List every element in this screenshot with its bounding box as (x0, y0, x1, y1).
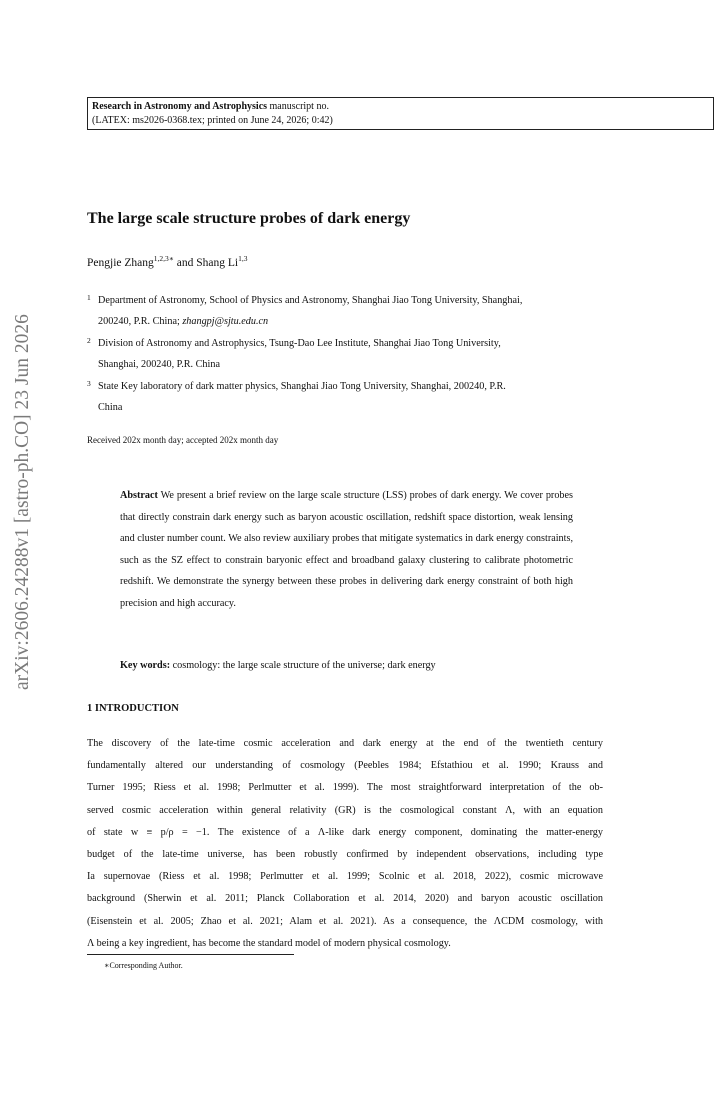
affiliation-line (98, 311, 617, 332)
paragraph-line: background (Sherwin et al. 2011; Planck Collaboration et al. 2014, 2020) and baryon acoustic oscillation (87, 893, 603, 905)
affiliation-line: Shanghai, 200240, P.R. China (98, 359, 220, 370)
affiliation-number: 2 (87, 336, 91, 345)
manuscript-label: manuscript no. (269, 101, 329, 112)
paragraph-line: Λ being a key ingredient, has become the standard model of modern physical cosmology. (87, 937, 451, 949)
author-affiliation-marks: 1,2,3∗ (153, 254, 174, 263)
paragraph-line: Ia supernovae (Riess et al. 1998; Perlmutter et al. 1999; Scolnic et al. 2018, 2022), cosmic microwave (87, 871, 603, 883)
paper-title: The large scale structure probes of dark energy (87, 210, 411, 227)
paragraph-line: Turner 1995; Riess et al. 1998; Perlmutter et al. 1999). The most straightforward interpretation of the ob- (87, 782, 603, 794)
affiliation-line: Division of Astronomy and Astrophysics, Tsung-Dao Lee Institute, Shanghai Jiao Tong University, (98, 338, 501, 349)
author-email[interactable]: zhangpj@sjtu.edu.cn (182, 316, 269, 327)
arxiv-sidebar (12, 314, 42, 1110)
affiliation-line: State Key laboratory of dark matter physics, Shanghai Jiao Tong University, Shanghai, 200240, P.R. (98, 381, 506, 392)
received-date: Received 202x month day; accepted 202x month day (87, 435, 279, 445)
paragraph-line: fundamentally altered our understanding of cosmology (Peebles 1984; Efstathiou et al. 1990; Krauss and (87, 760, 603, 772)
abstract (120, 485, 573, 615)
author-conjunction: and (176, 256, 194, 269)
affiliation-line: Department of Astronomy, School of Physics and Astronomy, Shanghai Jiao Tong University, Shanghai, (98, 295, 523, 306)
affiliation-2 (87, 333, 617, 375)
abstract-text: We present a brief review on the large scale structure (LSS) probes of dark energy. We cover probes that directly constrain dark energy such as baryon acoustic oscillation, redshift space distortion, weak lensing and cluster number count. We also review auxiliary probes that mitigate systematics in dark energy constraints, such as the SZ effect to constrain baryonic effect and broadband galaxy clustering to calibrate photometric redshift. We demonstrate the synergy between these probes in delivering dark energy constraint of both high precision and high accuracy. (120, 490, 573, 609)
paragraph-line: of state w ≡ p/ρ = −1. The existence of a Λ-like dark energy component, dominating the matter-energy (87, 826, 603, 838)
paragraph-line: The discovery of the late-time cosmic acceleration and dark energy at the end of the twentieth century (87, 738, 603, 749)
introduction-paragraph (87, 733, 603, 955)
author-line (87, 254, 247, 269)
footnote: ∗Corresponding Author. (104, 961, 183, 970)
author-name: Shang Li (196, 256, 239, 269)
affiliation-text: 200240, P.R. China; (98, 316, 180, 327)
keywords-label: Key words: (120, 660, 171, 671)
paragraph-line: served cosmic acceleration within general relativity (GR) is the cosmological constant Λ, with an equation (87, 804, 603, 816)
journal-line (92, 100, 709, 114)
affiliation-number: 1 (87, 293, 91, 302)
keywords (120, 660, 436, 671)
keywords-text: cosmology: the large scale structure of the universe; dark energy (172, 660, 436, 671)
affiliation-1 (87, 290, 617, 332)
journal-header-box (87, 97, 714, 130)
author-name: Pengjie Zhang (87, 256, 154, 269)
affiliation-3 (87, 376, 617, 418)
latex-line: (LATEX: ms2026-0368.tex; printed on June 24, 2026; 0:42) (92, 115, 333, 126)
section-heading: 1 INTRODUCTION (87, 703, 179, 714)
journal-name: Research in Astronomy and Astrophysics (92, 101, 268, 112)
author-affiliation-marks: 1,3 (238, 254, 248, 263)
paragraph-line: (Eisenstein et al. 2005; Zhao et al. 2021; Alam et al. 2021). As a consequence, the ΛCDM cosmology, with (87, 915, 603, 927)
abstract-label: Abstract (120, 490, 158, 501)
footnote-rule (87, 954, 294, 955)
paragraph-line: budget of the late-time universe, has been robustly confirmed by independent observations, including type (87, 849, 603, 861)
affiliation-line: China (98, 402, 123, 413)
affiliation-number: 3 (87, 379, 91, 388)
arxiv-identifier[interactable]: arXiv:2606.24288v1 [astro-ph.CO] 23 Jun 2026 (12, 314, 33, 690)
